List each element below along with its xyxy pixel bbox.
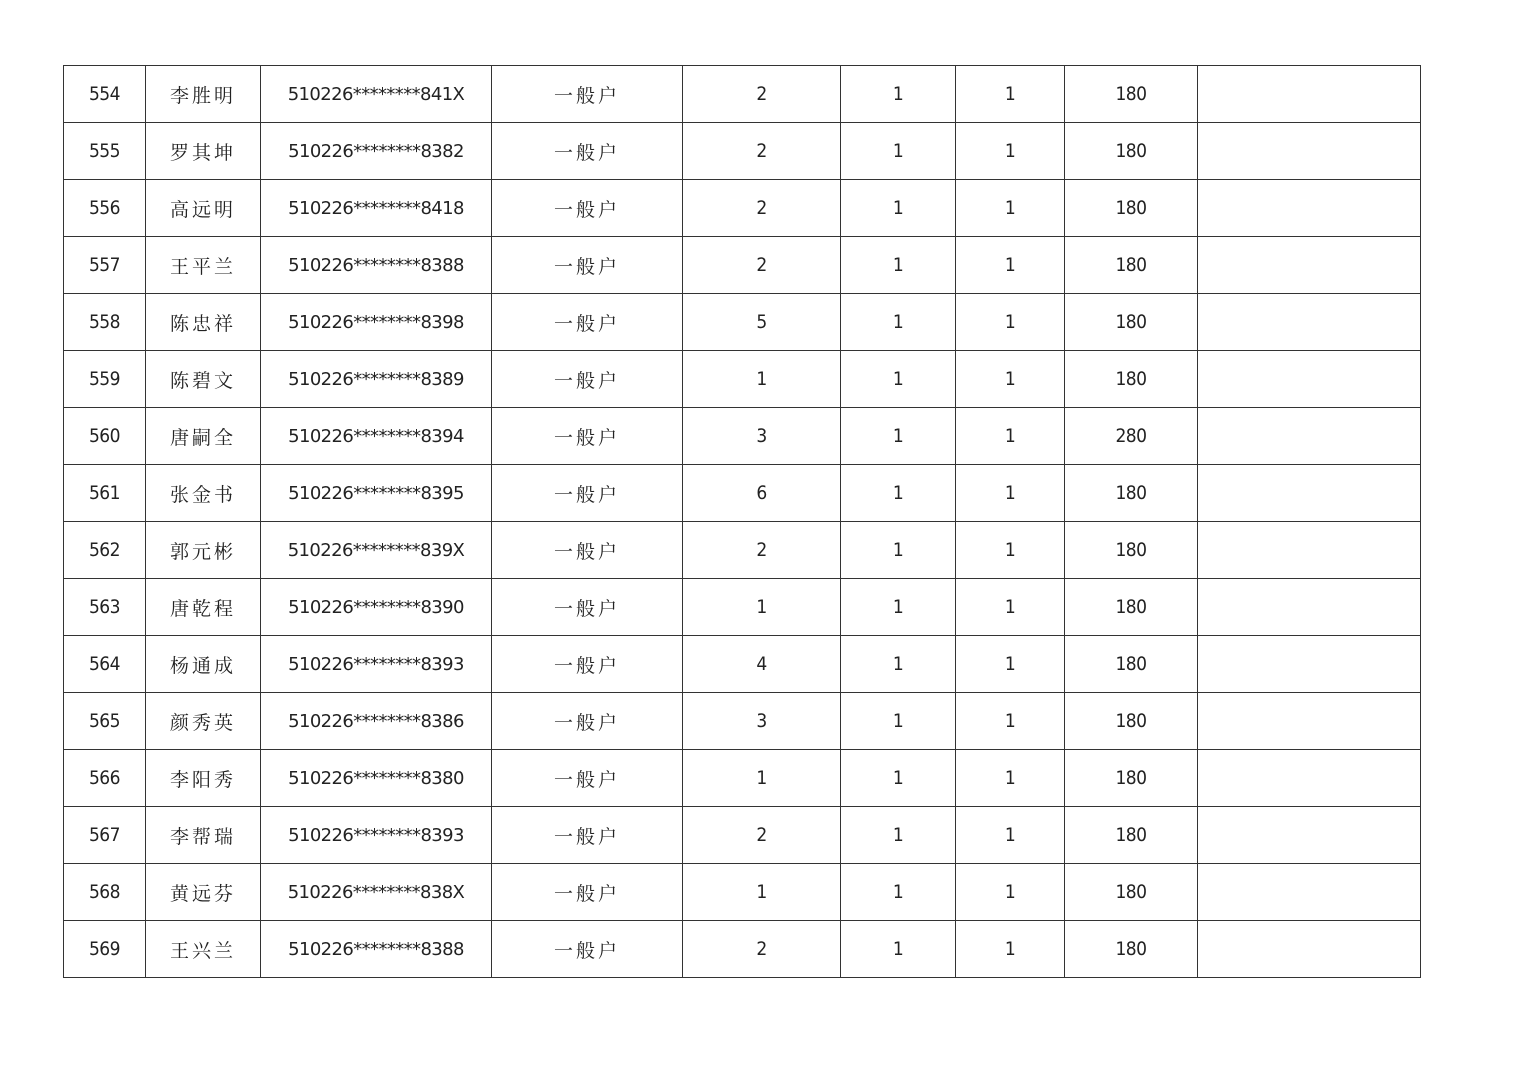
- remarks-cell: [1198, 921, 1421, 978]
- count-cell: 2: [683, 237, 841, 294]
- row-number-cell: 563: [64, 579, 146, 636]
- id-number-cell: 510226********8388: [261, 921, 492, 978]
- value-cell-b: 1: [956, 180, 1065, 237]
- id-number-cell: 510226********8398: [261, 294, 492, 351]
- value-cell-a: 1: [841, 693, 956, 750]
- value-cell-b: 1: [956, 579, 1065, 636]
- table-row: [64, 408, 1421, 465]
- amount-cell: 180: [1065, 693, 1198, 750]
- name-cell: 杨通成: [146, 636, 261, 693]
- remarks-cell: [1198, 522, 1421, 579]
- value-cell-b: 1: [956, 237, 1065, 294]
- id-number-cell: 510226********8382: [261, 123, 492, 180]
- value-cell-b: 1: [956, 636, 1065, 693]
- household-type-cell: 一般户: [492, 123, 683, 180]
- name-cell: 王兴兰: [146, 921, 261, 978]
- household-type-cell: 一般户: [492, 693, 683, 750]
- count-cell: 3: [683, 693, 841, 750]
- name-cell: 李帮瑞: [146, 807, 261, 864]
- count-cell: 2: [683, 180, 841, 237]
- name-cell: 陈忠祥: [146, 294, 261, 351]
- name-cell: 唐乾程: [146, 579, 261, 636]
- remarks-cell: [1198, 750, 1421, 807]
- value-cell-b: 1: [956, 351, 1065, 408]
- household-type-cell: 一般户: [492, 237, 683, 294]
- household-type-cell: 一般户: [492, 750, 683, 807]
- table-row: [64, 864, 1421, 921]
- row-number-cell: 554: [64, 66, 146, 123]
- household-type-cell: 一般户: [492, 294, 683, 351]
- row-number-cell: 560: [64, 408, 146, 465]
- table-row: [64, 522, 1421, 579]
- amount-cell: 180: [1065, 579, 1198, 636]
- id-number-cell: 510226********841X: [261, 66, 492, 123]
- name-cell: 罗其坤: [146, 123, 261, 180]
- table-row: [64, 294, 1421, 351]
- remarks-cell: [1198, 66, 1421, 123]
- count-cell: 1: [683, 351, 841, 408]
- row-number-cell: 566: [64, 750, 146, 807]
- remarks-cell: [1198, 807, 1421, 864]
- value-cell-a: 1: [841, 864, 956, 921]
- remarks-cell: [1198, 636, 1421, 693]
- table-row: [64, 636, 1421, 693]
- name-cell: 黄远芬: [146, 864, 261, 921]
- row-number-cell: 565: [64, 693, 146, 750]
- name-cell: 高远明: [146, 180, 261, 237]
- row-number-cell: 569: [64, 921, 146, 978]
- value-cell-a: 1: [841, 750, 956, 807]
- household-type-cell: 一般户: [492, 66, 683, 123]
- amount-cell: 180: [1065, 807, 1198, 864]
- value-cell-a: 1: [841, 123, 956, 180]
- name-cell: 李胜明: [146, 66, 261, 123]
- count-cell: 2: [683, 123, 841, 180]
- value-cell-b: 1: [956, 693, 1065, 750]
- value-cell-a: 1: [841, 636, 956, 693]
- value-cell-b: 1: [956, 522, 1065, 579]
- household-type-cell: 一般户: [492, 408, 683, 465]
- id-number-cell: 510226********8390: [261, 579, 492, 636]
- value-cell-b: 1: [956, 921, 1065, 978]
- amount-cell: 180: [1065, 522, 1198, 579]
- value-cell-b: 1: [956, 123, 1065, 180]
- amount-cell: 180: [1065, 921, 1198, 978]
- amount-cell: 280: [1065, 408, 1198, 465]
- table-row: [64, 693, 1421, 750]
- id-number-cell: 510226********8386: [261, 693, 492, 750]
- value-cell-a: 1: [841, 180, 956, 237]
- value-cell-a: 1: [841, 522, 956, 579]
- row-number-cell: 562: [64, 522, 146, 579]
- value-cell-b: 1: [956, 408, 1065, 465]
- name-cell: 陈碧文: [146, 351, 261, 408]
- count-cell: 1: [683, 579, 841, 636]
- count-cell: 2: [683, 807, 841, 864]
- table-row: [64, 807, 1421, 864]
- table-row: [64, 237, 1421, 294]
- count-cell: 1: [683, 864, 841, 921]
- table-row: [64, 66, 1421, 123]
- name-cell: 张金书: [146, 465, 261, 522]
- value-cell-a: 1: [841, 465, 956, 522]
- count-cell: 3: [683, 408, 841, 465]
- table-row: [64, 579, 1421, 636]
- count-cell: 5: [683, 294, 841, 351]
- amount-cell: 180: [1065, 465, 1198, 522]
- table-row: [64, 123, 1421, 180]
- remarks-cell: [1198, 864, 1421, 921]
- remarks-cell: [1198, 408, 1421, 465]
- amount-cell: 180: [1065, 237, 1198, 294]
- household-type-cell: 一般户: [492, 579, 683, 636]
- table-row: [64, 180, 1421, 237]
- value-cell-b: 1: [956, 294, 1065, 351]
- id-number-cell: 510226********8393: [261, 807, 492, 864]
- id-number-cell: 510226********8380: [261, 750, 492, 807]
- row-number-cell: 555: [64, 123, 146, 180]
- row-number-cell: 561: [64, 465, 146, 522]
- table-row: [64, 921, 1421, 978]
- row-number-cell: 556: [64, 180, 146, 237]
- household-type-cell: 一般户: [492, 921, 683, 978]
- household-type-cell: 一般户: [492, 807, 683, 864]
- amount-cell: 180: [1065, 66, 1198, 123]
- count-cell: 4: [683, 636, 841, 693]
- remarks-cell: [1198, 123, 1421, 180]
- value-cell-a: 1: [841, 351, 956, 408]
- household-type-cell: 一般户: [492, 636, 683, 693]
- count-cell: 2: [683, 921, 841, 978]
- row-number-cell: 567: [64, 807, 146, 864]
- id-number-cell: 510226********8389: [261, 351, 492, 408]
- count-cell: 6: [683, 465, 841, 522]
- name-cell: 王平兰: [146, 237, 261, 294]
- amount-cell: 180: [1065, 636, 1198, 693]
- household-type-cell: 一般户: [492, 864, 683, 921]
- count-cell: 2: [683, 522, 841, 579]
- value-cell-a: 1: [841, 579, 956, 636]
- value-cell-a: 1: [841, 921, 956, 978]
- remarks-cell: [1198, 579, 1421, 636]
- name-cell: 郭元彬: [146, 522, 261, 579]
- value-cell-b: 1: [956, 66, 1065, 123]
- remarks-cell: [1198, 351, 1421, 408]
- remarks-cell: [1198, 465, 1421, 522]
- table-row: [64, 750, 1421, 807]
- id-number-cell: 510226********838X: [261, 864, 492, 921]
- household-type-cell: 一般户: [492, 522, 683, 579]
- table-row: [64, 351, 1421, 408]
- amount-cell: 180: [1065, 351, 1198, 408]
- household-type-cell: 一般户: [492, 180, 683, 237]
- value-cell-b: 1: [956, 750, 1065, 807]
- row-number-cell: 557: [64, 237, 146, 294]
- value-cell-b: 1: [956, 807, 1065, 864]
- amount-cell: 180: [1065, 750, 1198, 807]
- row-number-cell: 568: [64, 864, 146, 921]
- row-number-cell: 558: [64, 294, 146, 351]
- amount-cell: 180: [1065, 123, 1198, 180]
- remarks-cell: [1198, 294, 1421, 351]
- remarks-cell: [1198, 693, 1421, 750]
- value-cell-a: 1: [841, 237, 956, 294]
- row-number-cell: 559: [64, 351, 146, 408]
- value-cell-a: 1: [841, 66, 956, 123]
- amount-cell: 180: [1065, 294, 1198, 351]
- row-number-cell: 564: [64, 636, 146, 693]
- name-cell: 唐嗣全: [146, 408, 261, 465]
- amount-cell: 180: [1065, 180, 1198, 237]
- table-row: [64, 465, 1421, 522]
- value-cell-a: 1: [841, 408, 956, 465]
- remarks-cell: [1198, 237, 1421, 294]
- remarks-cell: [1198, 180, 1421, 237]
- value-cell-b: 1: [956, 864, 1065, 921]
- id-number-cell: 510226********8395: [261, 465, 492, 522]
- name-cell: 李阳秀: [146, 750, 261, 807]
- amount-cell: 180: [1065, 864, 1198, 921]
- value-cell-a: 1: [841, 807, 956, 864]
- id-number-cell: 510226********8394: [261, 408, 492, 465]
- id-number-cell: 510226********8393: [261, 636, 492, 693]
- household-type-cell: 一般户: [492, 351, 683, 408]
- count-cell: 1: [683, 750, 841, 807]
- id-number-cell: 510226********8418: [261, 180, 492, 237]
- household-table: [63, 65, 1421, 978]
- id-number-cell: 510226********8388: [261, 237, 492, 294]
- count-cell: 2: [683, 66, 841, 123]
- value-cell-b: 1: [956, 465, 1065, 522]
- name-cell: 颜秀英: [146, 693, 261, 750]
- id-number-cell: 510226********839X: [261, 522, 492, 579]
- value-cell-a: 1: [841, 294, 956, 351]
- household-type-cell: 一般户: [492, 465, 683, 522]
- table-body: [64, 66, 1421, 978]
